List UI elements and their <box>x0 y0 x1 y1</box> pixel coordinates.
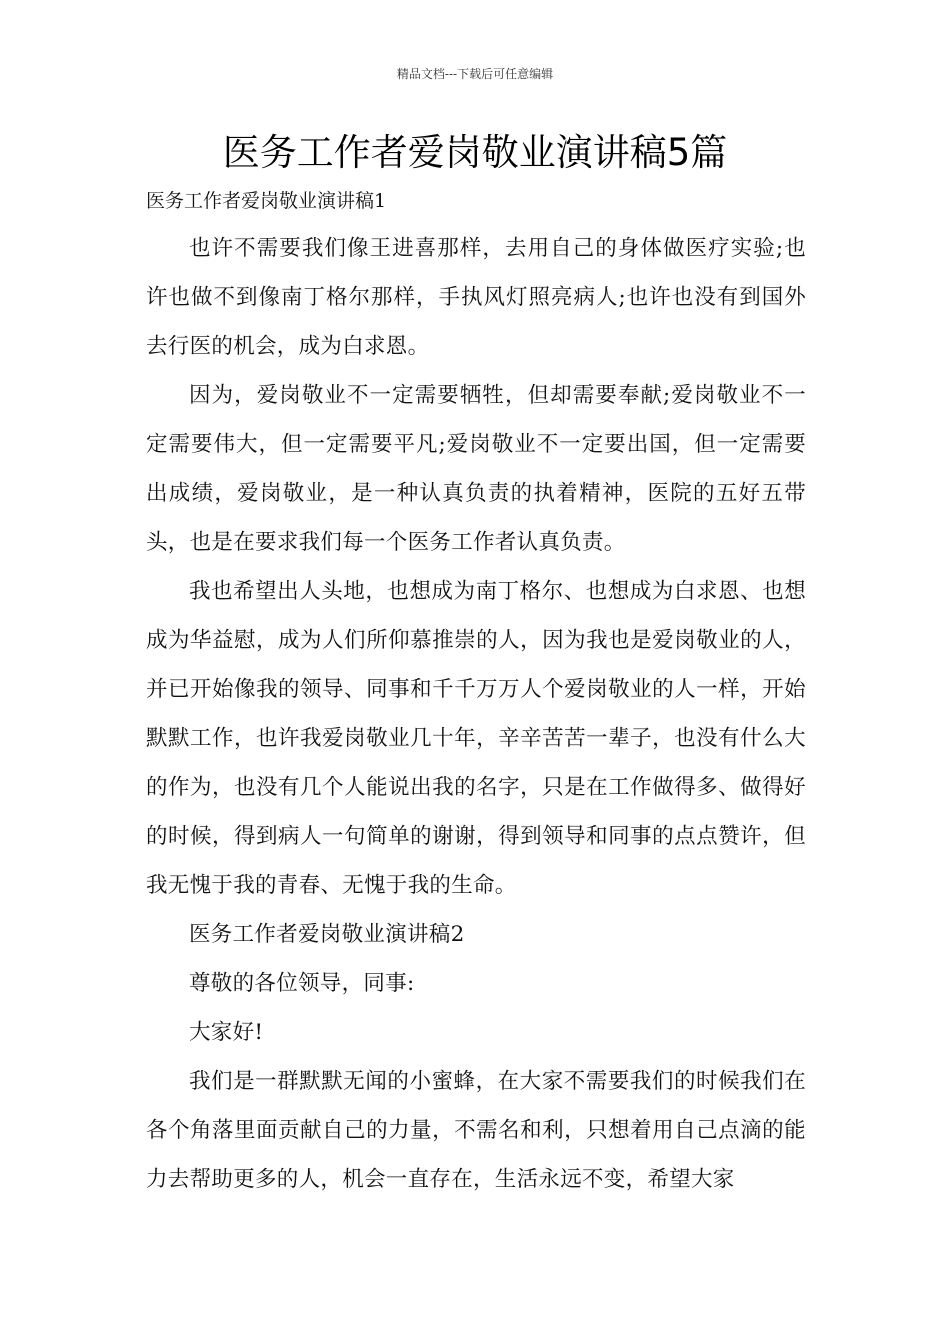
document-title: 医务工作者爱岗敬业演讲稿5篇 <box>222 131 728 174</box>
paragraph: 因为，爱岗敬业不一定需要牺牲，但却需要奉献;爱岗敬业不一定需要伟大，但一定需要平凡;爱岗敬业不一定要出国，但一定需要出成绩，爱岗敬业，是一种认真负责的执着精神，医院的五好五带头，也是在要求我们每一个医务工作者认真负责。 <box>146 383 806 555</box>
paragraph: 我也希望出人头地，也想成为南丁格尔、也想成为白求恩、也想成为华益慰，成为人们所仰慕推崇的人，因为我也是爱岗敬业的人，并已开始像我的领导、同事和千千万万人个爱岗敬业的人一样，开始默默工作，也许我爱岗敬业几十年，辛辛苦苦一辈子，也没有什么大的作为，也没有几个人能说出我的名字，只是在工作做得多、做得好的时候，得到病人一句简单的谢谢，得到领导和同事的点点赞许，但我无愧于我的青春、无愧于我的生命。 <box>146 579 806 898</box>
section-heading-1: 医务工作者爱岗敬业演讲稿1 <box>146 190 387 212</box>
document-body <box>146 224 806 1204</box>
salutation: 尊敬的各位领导，同事: <box>189 971 415 996</box>
greeting: 大家好! <box>189 1020 264 1045</box>
paragraph: 我们是一群默默无闻的小蜜蜂，在大家不需要我们的时候我们在各个角落里面贡献自己的力量，不需名和利，只想着用自己点滴的能力去帮助更多的人，机会一直存在，生活永远不变，希望大家 <box>146 1069 806 1192</box>
section-heading-2: 医务工作者爱岗敬业演讲稿2 <box>189 922 465 947</box>
header-note: 精品文档---下载后可任意编辑 <box>396 67 554 81</box>
paragraph: 也许不需要我们像王进喜那样，去用自己的身体做医疗实验;也许也做不到像南丁格尔那样，手执风灯照亮病人;也许也没有到国外去行医的机会，成为白求恩。 <box>146 236 806 359</box>
